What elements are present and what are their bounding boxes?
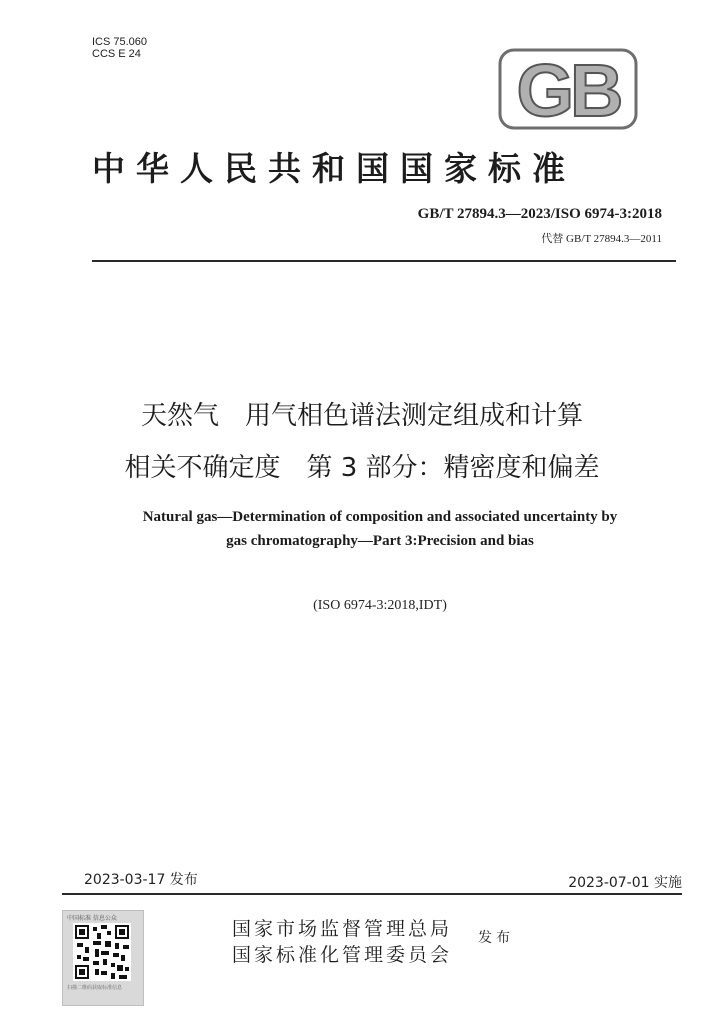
qr-code-icon: [73, 923, 131, 981]
classification-codes: [92, 36, 147, 60]
standard-number: GB/T 27894.3—2023/ISO 6974-3:2018: [417, 206, 662, 222]
qr-caption-top: 中国标准 信息公众: [67, 915, 117, 922]
ics-code: ICS 75.060: [92, 36, 148, 48]
chinese-title-line-2: 相关不确定度 第 3 部分：精密度和偏差: [124, 453, 600, 483]
replaces-standard: 代替 GB/T 27894.3—2011: [541, 233, 662, 245]
gb-logo-text: GB: [516, 49, 620, 130]
header-divider: [92, 260, 676, 262]
ccs-code: CCS E 24: [92, 48, 141, 60]
qr-code-panel[interactable]: [62, 910, 144, 1006]
chinese-title-line-1: 天然气 用气相色谱法测定组成和计算: [140, 401, 583, 431]
english-title-line-1: Natural gas—Determination of composition and associated uncertainty by: [142, 509, 618, 525]
english-title-line-2: gas chromatography—Part 3:Precision and bias: [226, 533, 534, 549]
qr-caption-bottom: 扫描二维码获取标准信息: [67, 985, 123, 991]
implementation-date: 2023-07-01 实施: [568, 875, 682, 891]
national-standard-title: 中华人民共和国国家标准: [92, 149, 576, 188]
issue-date: 2023-03-17 发布: [84, 872, 198, 888]
iso-reference: (ISO 6974-3:2018,IDT): [313, 598, 447, 613]
issuer-line-1: 国家市场监督管理总局: [232, 918, 453, 940]
gb-logo: [498, 48, 638, 130]
publish-label: 发布: [478, 930, 514, 946]
issuer-line-2: 国家标准化管理委员会: [232, 944, 453, 966]
footer-divider: [62, 893, 682, 895]
